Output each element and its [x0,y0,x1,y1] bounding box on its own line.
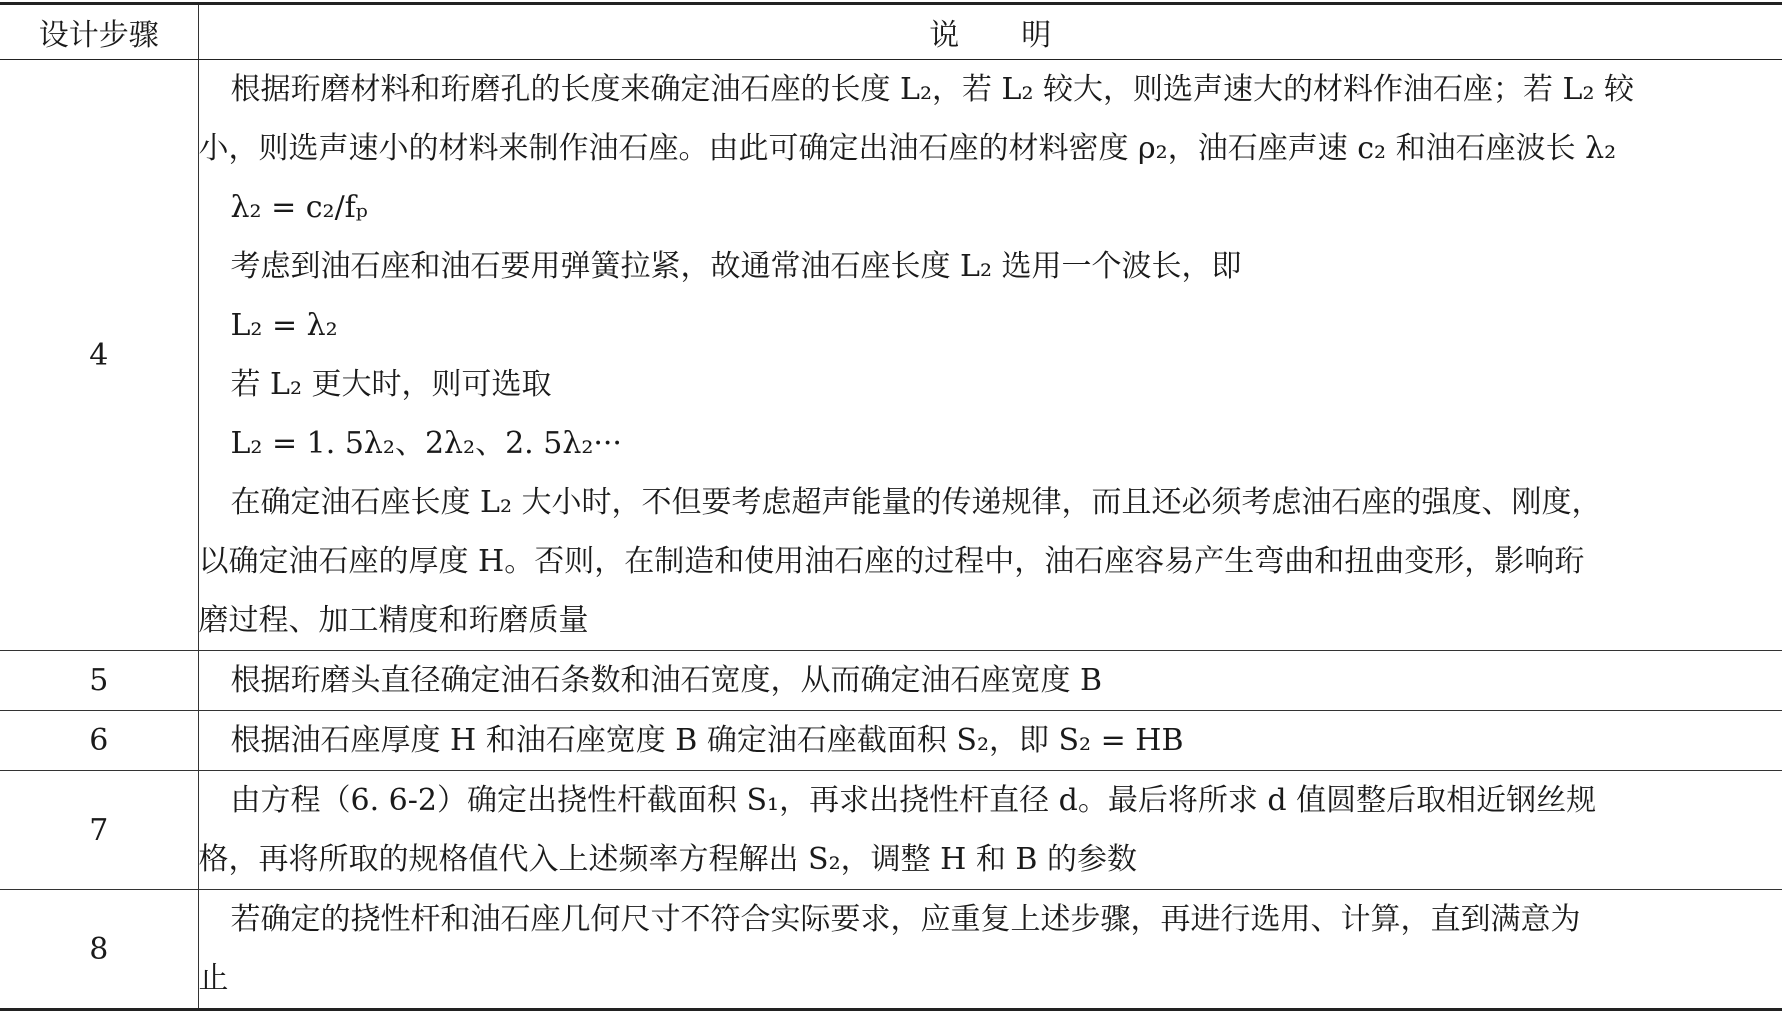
step-description [198,60,1782,651]
description-line: 考虑到油石座和油石要用弹簧拉紧，故通常油石座长度 L₂ 选用一个波长，即 [199,237,1782,296]
table-row-step-4 [0,60,1782,651]
step-number: 8 [0,890,198,1010]
table-row-step-6 [0,711,1782,771]
formula-line: λ₂ = c₂/fₚ [199,178,1782,237]
step-number: 6 [0,711,198,771]
header-description-column [198,4,1782,60]
design-steps-table [0,2,1782,1011]
table-row-step-5 [0,651,1782,711]
table-row-step-7 [0,771,1782,890]
step-description [198,771,1782,890]
description-line: 磨过程、加工精度和珩磨质量 [199,591,1782,650]
step-number: 5 [0,651,198,711]
step-description [198,711,1782,771]
description-line: 由方程（6. 6-2）确定出挠性杆截面积 S₁，再求出挠性杆直径 d。最后将所求 d 值圆整后取相近钢丝规 [199,771,1782,830]
description-line: 小，则选声速小的材料来制作油石座。由此可确定出油石座的材料密度 ρ₂，油石座声速 c₂ 和油石座波长 λ₂ [199,119,1782,178]
header-desc-char-2: 明 [1021,18,1051,53]
description-line: 根据珩磨材料和珩磨孔的长度来确定油石座的长度 L₂，若 L₂ 较大，则选声速大的材料作油石座；若 L₂ 较 [199,60,1782,119]
description-line: 若 L₂ 更大时，则可选取 [199,355,1782,414]
header-desc-char-1: 说 [929,18,959,53]
description-line: 以确定油石座的厚度 H。否则，在制造和使用油石座的过程中，油石座容易产生弯曲和扭曲变形，影响珩 [199,532,1782,591]
step-description [198,651,1782,711]
table-header-row [0,4,1782,60]
step-number: 7 [0,771,198,890]
step-description [198,890,1782,1010]
formula-line: L₂ = λ₂ [199,296,1782,355]
table-row-step-8 [0,890,1782,1010]
header-step-column: 设计步骤 [0,4,198,60]
description-line: 止 [199,949,1782,1008]
description-line: 根据珩磨头直径确定油石条数和油石宽度，从而确定油石座宽度 B [199,651,1782,710]
formula-line: L₂ = 1. 5λ₂、2λ₂、2. 5λ₂··· [199,414,1782,473]
description-line: 在确定油石座长度 L₂ 大小时，不但要考虑超声能量的传递规律，而且还必须考虑油石座的强度、刚度， [199,473,1782,532]
description-line: 若确定的挠性杆和油石座几何尺寸不符合实际要求，应重复上述步骤，再进行选用、计算，直到满意为 [199,890,1782,949]
step-number: 4 [0,60,198,651]
description-line: 根据油石座厚度 H 和油石座宽度 B 确定油石座截面积 S₂，即 S₂ = HB [199,711,1782,770]
description-line: 格，再将所取的规格值代入上述频率方程解出 S₂，调整 H 和 B 的参数 [199,830,1782,889]
